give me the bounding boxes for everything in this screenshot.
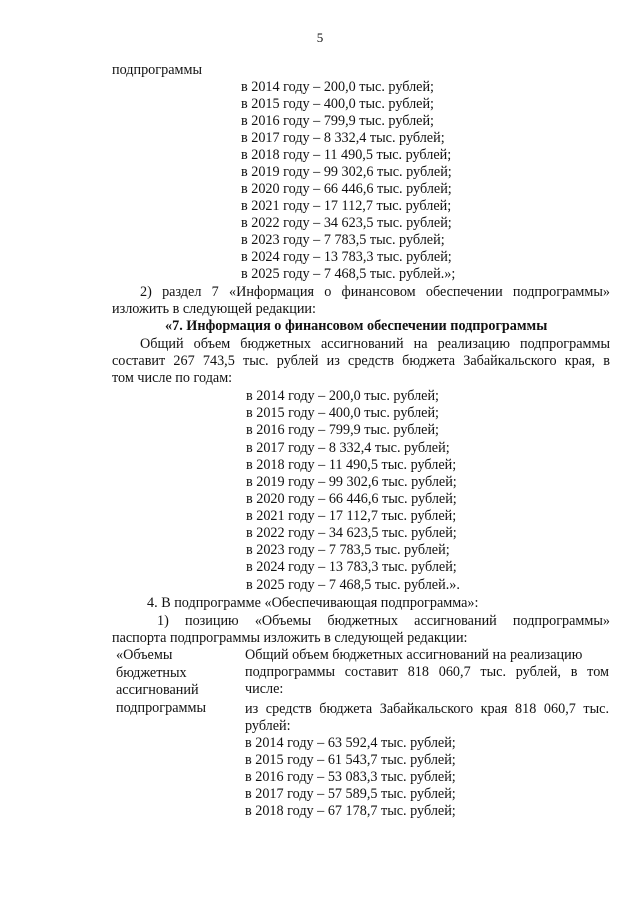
- list-item: в 2019 году – 99 302,6 тыс. рублей;: [246, 474, 457, 490]
- table-right-cell: [245, 647, 609, 820]
- list-item: в 2025 году – 7 468,5 тыс. рублей.».: [246, 577, 460, 593]
- section-heading: «7. Информация о финансовом обеспечении подпрограммы: [165, 318, 548, 334]
- list-item: в 2014 году – 63 592,4 тыс. рублей;: [245, 735, 456, 751]
- list-item: в 2018 году – 67 178,7 тыс. рублей;: [245, 803, 456, 819]
- list-item: в 2018 году – 11 490,5 тыс. рублей;: [241, 147, 452, 163]
- list-item: в 2024 году – 13 783,3 тыс. рублей;: [246, 559, 457, 575]
- list-item: в 2021 году – 17 112,7 тыс. рублей;: [246, 508, 457, 524]
- list-item: в 2025 году – 7 468,5 тыс. рублей.»;: [241, 266, 456, 282]
- list-item: в 2016 году – 799,9 тыс. рублей;: [241, 113, 434, 129]
- list-item: в 2016 году – 799,9 тыс. рублей;: [246, 422, 439, 438]
- table-right-line: рублей:: [245, 718, 291, 734]
- list-item: в 2015 году – 400,0 тыс. рублей;: [241, 96, 434, 112]
- list-item: в 2024 году – 13 783,3 тыс. рублей;: [241, 249, 452, 265]
- table-right-line: числе:: [245, 681, 284, 697]
- list-item: в 2023 году – 7 783,5 тыс. рублей;: [246, 542, 450, 558]
- section-paragraph-line-1: Общий объем бюджетных ассигнований на реализацию подпрограммы: [140, 336, 610, 352]
- list-item: в 2014 году – 200,0 тыс. рублей;: [246, 388, 439, 404]
- table-right-line: подпрограммы составит 818 060,7 тыс. рублей, в том: [245, 664, 609, 680]
- list-item: в 2016 году – 53 083,3 тыс. рублей;: [245, 769, 456, 785]
- list-item: в 2014 году – 200,0 тыс. рублей;: [241, 79, 434, 95]
- table-left-line: «Объемы: [116, 647, 173, 663]
- list-item: в 2019 году – 99 302,6 тыс. рублей;: [241, 164, 452, 180]
- table-left-cell: [116, 647, 206, 717]
- table-left-line: подпрограммы: [116, 699, 206, 716]
- top-fragment: подпрограммы: [112, 62, 202, 78]
- list-item: в 2015 году – 61 543,7 тыс. рублей;: [245, 752, 456, 768]
- item-4: 4. В подпрограмме «Обеспечивающая подпрограмма»:: [147, 595, 479, 611]
- list-item: в 2018 году – 11 490,5 тыс. рублей;: [246, 457, 457, 473]
- table-left-line: ассигнований: [116, 682, 199, 698]
- table-right-line: Общий объем бюджетных ассигнований на реализацию: [245, 647, 583, 663]
- item-4-1-line-2: паспорта подпрограммы изложить в следующей редакции:: [112, 630, 468, 646]
- section-paragraph-line-3: том числе по годам:: [112, 370, 233, 386]
- list-item: в 2017 году – 8 332,4 тыс. рублей;: [241, 130, 445, 146]
- table-right-line: из средств бюджета Забайкальского края 818 060,7 тыс.: [245, 701, 609, 717]
- list-item: в 2022 году – 34 623,5 тыс. рублей;: [241, 215, 452, 231]
- item-2-line-2: изложить в следующей редакции:: [112, 301, 316, 317]
- item-2-line-1: 2) раздел 7 «Информация о финансовом обеспечении подпрограммы»: [140, 284, 610, 300]
- list-item: в 2023 году – 7 783,5 тыс. рублей;: [241, 232, 445, 248]
- page-number: 5: [316, 30, 324, 45]
- section-paragraph-line-2: составит 267 743,5 тыс. рублей из средств бюджета Забайкальского края, в: [112, 353, 610, 369]
- list-item: в 2022 году – 34 623,5 тыс. рублей;: [246, 525, 457, 541]
- list-item: в 2020 году – 66 446,6 тыс. рублей;: [241, 181, 452, 197]
- table-left-line: бюджетных: [116, 664, 187, 681]
- list-item: в 2017 году – 8 332,4 тыс. рублей;: [246, 440, 450, 456]
- item-4-1-line-1: 1) позицию «Объемы бюджетных ассигнований подпрограммы»: [157, 613, 610, 629]
- list-item: в 2015 году – 400,0 тыс. рублей;: [246, 405, 439, 421]
- list-item: в 2020 году – 66 446,6 тыс. рублей;: [246, 491, 457, 507]
- list-item: в 2021 году – 17 112,7 тыс. рублей;: [241, 198, 452, 214]
- list-item: в 2017 году – 57 589,5 тыс. рублей;: [245, 786, 456, 802]
